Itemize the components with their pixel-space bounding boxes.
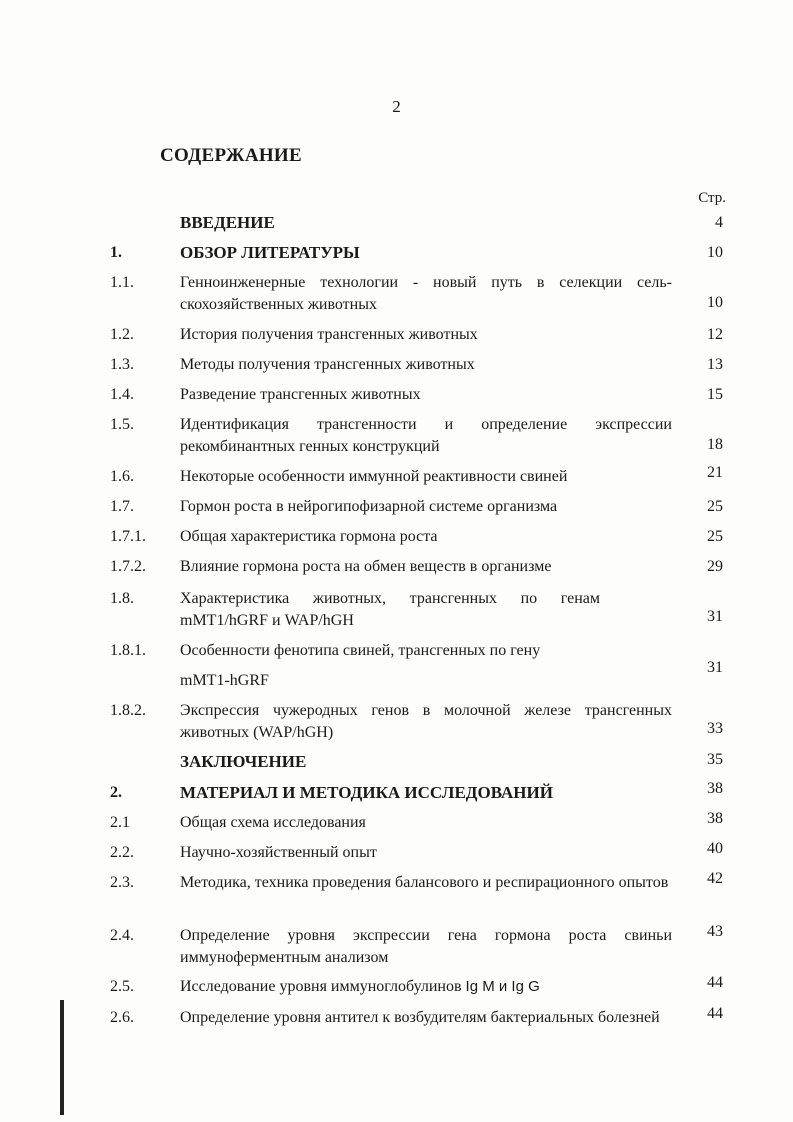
toc-entry-page: 42 [707, 870, 723, 887]
toc-entry-text: Методика, техника проведения балансового и респирационного опытов [180, 874, 669, 891]
toc-entry-text: ВВЕДЕНИЕ [180, 213, 275, 232]
toc-entry-page: 33 [707, 720, 723, 737]
toc-entry-number: 1.7. [110, 498, 134, 515]
page-number: 2 [392, 97, 401, 116]
toc-entry-number: 2.2. [110, 844, 134, 861]
toc-entry-number: 2.5. [110, 978, 134, 995]
toc-entry-number: 1. [110, 244, 122, 261]
toc-entry-text: Гормон роста в нейрогипофизарной системе организма [180, 498, 558, 515]
toc-entry-text: Общая характеристика гормона роста [180, 528, 438, 545]
toc-entry-text: МАТЕРИАЛ И МЕТОДИКА ИССЛЕДОВАНИЙ [180, 783, 553, 802]
toc-entry-number: 1.5. [110, 416, 134, 433]
toc-entry-page: 18 [707, 436, 723, 453]
toc-entry-page: 31 [707, 608, 723, 625]
toc-entry-page: 35 [707, 751, 723, 768]
toc-entry-number: 2.3. [110, 874, 134, 891]
toc-entry-number: 2. [110, 784, 122, 801]
toc-entry-text: Генноинженерные технологии - новый путь в селекции сель-скохозяйственных животных [180, 274, 672, 313]
toc-entry-text: ОБЗОР ЛИТЕРАТУРЫ [180, 243, 360, 262]
toc-entry-number: 1.3. [110, 356, 134, 373]
toc-entry-text: Определение уровня антител к возбудителям бактериальных болезней [180, 1009, 660, 1026]
toc-entry-page: 44 [707, 974, 723, 991]
toc-entry-page: 25 [707, 528, 723, 545]
toc-entry-number: 1.2. [110, 326, 134, 343]
toc-entry-number: 1.4. [110, 386, 134, 403]
toc-entry-text: Общая схема исследования [180, 814, 366, 831]
toc-entry-number: 1.1. [110, 274, 134, 291]
toc-entry-number: 1.6. [110, 468, 134, 485]
toc-entry-number: 1.7.1. [110, 528, 146, 545]
toc-entry-text: Исследование уровня иммуноглобулинов [180, 978, 462, 995]
contents-title: СОДЕРЖАНИЕ [160, 145, 302, 166]
toc-entry-page: 38 [707, 810, 723, 827]
toc-entry-number: 1.7.2. [110, 558, 146, 575]
toc-entry-page: 21 [707, 464, 723, 481]
toc-entry-page: 31 [707, 659, 723, 676]
toc-entry-text: Некоторые особенности иммунной реактивности свиней [180, 468, 568, 485]
toc-entry-page: 38 [707, 780, 723, 797]
page-column-label: Стр. [698, 190, 726, 206]
toc-entry-text: Определение уровня экспрессии гена гормона роста свиньи иммуноферментным анализом [180, 927, 672, 966]
toc-entry-page: 44 [707, 1005, 723, 1022]
toc-entry-number: 1.8. [110, 590, 134, 607]
toc-entry-text: ЗАКЛЮЧЕНИЕ [180, 752, 307, 771]
toc-entry-page: 4 [715, 214, 723, 231]
toc-entry-page: 10 [707, 244, 723, 261]
toc-entry-number: 2.1 [110, 814, 130, 831]
toc-entry-text: Экспрессия чужеродных генов в молочной железе трансгенных животных (WAP/hGH) [180, 702, 672, 741]
toc-entry-text: История получения трансгенных животных [180, 326, 478, 343]
toc-entry-page: 40 [707, 840, 723, 857]
toc-entry-text: Разведение трансгенных животных [180, 386, 421, 403]
toc-entry-text: Характеристика животных, трансгенных по генам mMT1/hGRF и WAP/hGH [180, 590, 600, 629]
toc-entry-page: 10 [707, 294, 723, 311]
toc-entry-text: Особенности фенотипа свиней, трансгенных по гену [180, 642, 541, 659]
toc-entry-text-wrap [180, 976, 672, 998]
toc-entry-number: 1.8.2. [110, 702, 146, 719]
toc-entry-number: 1.8.1. [110, 642, 146, 659]
toc-entry-page: 12 [707, 326, 723, 343]
toc-entry-text: Влияние гормона роста на обмен веществ в организме [180, 558, 552, 575]
toc-entry-page: 43 [707, 923, 723, 940]
toc-entry-text: Идентификация трансгенности и определение экспрессии рекомбинантных генных конструкций [180, 416, 672, 455]
toc-entry-number: 2.4. [110, 927, 134, 944]
toc-entry-number: 2.6. [110, 1009, 134, 1026]
toc-entry-page: 15 [707, 386, 723, 403]
toc-entry-page: 13 [707, 356, 723, 373]
scan-edge-shadow [60, 1000, 64, 1115]
toc-entry-text: Научно-хозяйственный опыт [180, 844, 377, 861]
toc-entry-text-immunoglobulins: Ig M и Ig G [465, 978, 540, 995]
toc-entry-text-continuation: mMT1-hGRF [180, 672, 269, 689]
toc-entry-page: 29 [707, 558, 723, 575]
toc-entry-text: Методы получения трансгенных животных [180, 356, 475, 373]
toc-entry-page: 25 [707, 498, 723, 515]
